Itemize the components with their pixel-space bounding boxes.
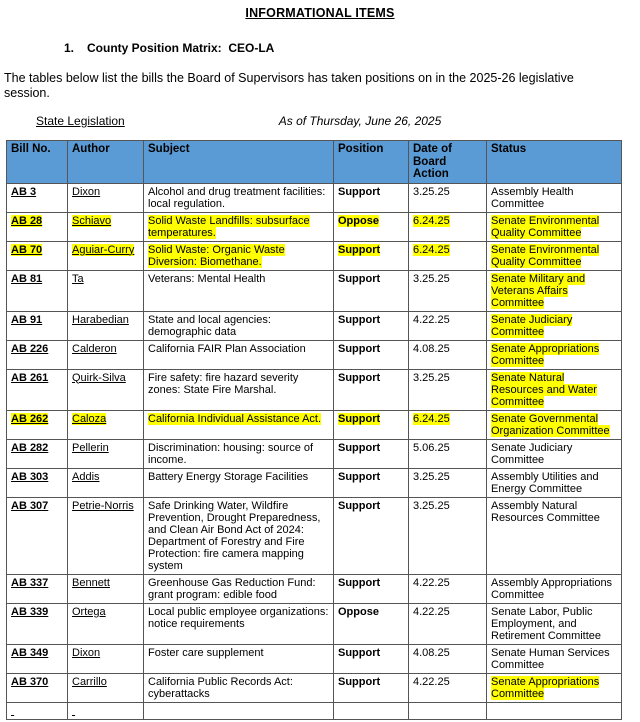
author-link[interactable]: Calderon <box>72 342 117 355</box>
table-row <box>7 644 622 673</box>
author-cell <box>68 574 144 603</box>
subject-text: California Public Records Act: cyberattacks <box>148 675 293 700</box>
page-title: INFORMATIONAL ITEMS <box>245 6 395 20</box>
bill-cell <box>7 311 68 340</box>
intro-paragraph: The tables below list the bills the Board of Supervisors has taken positions on in the 2025-26 legislative session. <box>4 71 574 100</box>
position-text: Support <box>338 646 381 659</box>
position-cell <box>334 603 409 644</box>
bill-link[interactable]: AB 3 <box>11 185 37 198</box>
position-cell <box>334 468 409 497</box>
position-cell <box>334 311 409 340</box>
date-text: 3.25.25 <box>413 371 450 384</box>
status-cell <box>487 340 622 369</box>
date-text: 4.08.25 <box>413 646 450 659</box>
bill-cell <box>7 340 68 369</box>
bill-cell <box>7 439 68 468</box>
as-of-date: As of Thursday, June 26, 2025 <box>278 114 442 128</box>
bill-link <box>11 705 14 717</box>
bill-link[interactable]: AB 337 <box>11 576 49 589</box>
date-cell <box>409 311 487 340</box>
position-text: Support <box>338 499 381 512</box>
status-cell <box>487 603 622 644</box>
col-header-date <box>409 141 487 184</box>
bill-link[interactable]: AB 226 <box>11 342 49 355</box>
table-body <box>7 183 622 719</box>
status-cell <box>487 574 622 603</box>
subject-text: Foster care supplement <box>148 646 264 659</box>
position-cell <box>334 183 409 212</box>
position-cell <box>334 340 409 369</box>
date-cell <box>409 340 487 369</box>
bill-cell <box>7 673 68 702</box>
author-link[interactable]: Dixon <box>72 185 101 198</box>
status-text: Senate Labor, Public Employment, and Retirement Committee <box>491 605 602 642</box>
bill-cell <box>7 270 68 311</box>
position-text: Support <box>338 272 381 285</box>
date-text: 3.25.25 <box>413 185 450 198</box>
col-header-date-label: Date of Board Action <box>413 143 452 180</box>
position-cell <box>334 410 409 439</box>
item-number: 1. <box>64 41 75 55</box>
status-text: Senate Environmental Quality Committee <box>491 214 600 239</box>
status-cell <box>487 212 622 241</box>
table-row <box>7 468 622 497</box>
bill-cell <box>7 241 68 270</box>
date-text: 4.22.25 <box>413 675 450 688</box>
status-text: Assembly Appropriations Committee <box>491 576 613 601</box>
subject-cell <box>144 241 334 270</box>
status-text: Assembly Health Committee <box>491 185 574 210</box>
table-header <box>7 141 622 184</box>
status-cell <box>487 702 622 719</box>
subject-cell <box>144 644 334 673</box>
date-cell <box>409 702 487 719</box>
col-header-position <box>334 141 409 184</box>
position-text: Support <box>338 313 381 326</box>
date-text: 4.08.25 <box>413 342 450 355</box>
author-cell <box>68 241 144 270</box>
subject-cell <box>144 369 334 410</box>
subject-text: State and local agencies: demographic data <box>148 313 271 338</box>
table-row <box>7 270 622 311</box>
header-row <box>7 141 622 184</box>
date-cell <box>409 212 487 241</box>
author-link[interactable]: Pellerin <box>72 441 109 454</box>
position-cell <box>334 439 409 468</box>
subject-cell <box>144 673 334 702</box>
date-text: 6.24.25 <box>413 412 450 425</box>
status-text: Senate Natural Resources and Water Committee <box>491 371 597 408</box>
subject-text: Battery Energy Storage Facilities <box>148 470 309 483</box>
author-cell <box>68 644 144 673</box>
author-link <box>72 705 75 717</box>
table-row <box>7 410 622 439</box>
author-link[interactable]: Addis <box>72 470 100 483</box>
subject-text: Solid Waste Landfills: subsurface temperatures. <box>148 214 310 239</box>
legislation-line <box>0 114 640 128</box>
author-link[interactable]: Caloza <box>72 412 107 425</box>
date-text: 4.22.25 <box>413 313 450 326</box>
status-text <box>491 705 494 717</box>
status-cell <box>487 311 622 340</box>
subject-text: Greenhouse Gas Reduction Fund: grant program: edible food <box>148 576 316 601</box>
bill-cell <box>7 702 68 719</box>
date-cell <box>409 183 487 212</box>
bill-cell <box>7 497 68 574</box>
position-text: Support <box>338 412 381 425</box>
date-cell <box>409 603 487 644</box>
status-cell <box>487 497 622 574</box>
author-cell <box>68 212 144 241</box>
status-cell <box>487 410 622 439</box>
author-cell <box>68 702 144 719</box>
col-header-subject-label: Subject <box>148 143 190 155</box>
status-cell <box>487 439 622 468</box>
bill-link[interactable]: AB 262 <box>11 412 49 425</box>
date-cell <box>409 439 487 468</box>
date-cell <box>409 497 487 574</box>
bill-link[interactable]: AB 349 <box>11 646 49 659</box>
date-cell <box>409 468 487 497</box>
table-row <box>7 603 622 644</box>
date-cell <box>409 241 487 270</box>
bill-cell <box>7 183 68 212</box>
table-row <box>7 340 622 369</box>
col-header-subject <box>144 141 334 184</box>
position-text: Support <box>338 470 381 483</box>
date-text: 6.24.25 <box>413 243 450 256</box>
author-cell <box>68 410 144 439</box>
author-cell <box>68 369 144 410</box>
subject-cell <box>144 497 334 574</box>
col-header-position-label: Position <box>338 143 384 155</box>
status-text: Senate Judiciary Committee <box>491 313 573 338</box>
position-cell <box>334 644 409 673</box>
author-link[interactable]: Bennett <box>72 576 110 589</box>
date-cell <box>409 644 487 673</box>
bill-link[interactable]: AB 370 <box>11 675 49 688</box>
author-link[interactable]: Carrillo <box>72 675 107 688</box>
bill-cell <box>7 212 68 241</box>
status-text: Senate Military and Veterans Affairs Committee <box>491 272 586 309</box>
bill-link[interactable]: AB 28 <box>11 214 43 227</box>
subject-cell <box>144 270 334 311</box>
author-link[interactable]: Schiavo <box>72 214 112 227</box>
author-link[interactable]: Ortega <box>72 605 106 618</box>
bill-link[interactable]: AB 307 <box>11 499 49 512</box>
status-cell <box>487 644 622 673</box>
subject-cell <box>144 702 334 719</box>
col-header-bill-no-label: Bill No. <box>11 143 51 155</box>
date-cell <box>409 410 487 439</box>
subject-text: California FAIR Plan Association <box>148 342 306 355</box>
subject-text: Discrimination: housing: source of income. <box>148 441 314 466</box>
status-cell <box>487 673 622 702</box>
bill-cell <box>7 644 68 673</box>
author-link[interactable]: Quirk-Silva <box>72 371 126 384</box>
subject-cell <box>144 574 334 603</box>
position-text: Support <box>338 342 381 355</box>
bill-cell <box>7 603 68 644</box>
author-link[interactable]: Harabedian <box>72 313 129 326</box>
author-cell <box>68 270 144 311</box>
table-row <box>7 212 622 241</box>
subject-text: Local public employee organizations: notice requirements <box>148 605 329 630</box>
status-cell <box>487 241 622 270</box>
position-cell <box>334 369 409 410</box>
subject-cell <box>144 212 334 241</box>
subject-cell <box>144 468 334 497</box>
author-cell <box>68 603 144 644</box>
author-link[interactable]: Ta <box>72 272 84 285</box>
subject-cell <box>144 183 334 212</box>
table-row <box>7 439 622 468</box>
bill-cell <box>7 410 68 439</box>
item-line <box>64 41 640 55</box>
date-text: 4.22.25 <box>413 576 450 589</box>
document-page <box>0 6 640 722</box>
subject-text: Solid Waste: Organic Waste Diversion: Biomethane. <box>148 243 285 268</box>
position-text: Support <box>338 576 381 589</box>
author-cell <box>68 673 144 702</box>
section-label: State Legislation <box>36 114 125 128</box>
subject-text: Safe Drinking Water, Wildfire Prevention, Drought Preparedness, and Clean Air Bond Act of 2024: Department of Forestry and Fire Protection: fire camera mapping system <box>148 499 321 572</box>
position-cell <box>334 212 409 241</box>
subject-cell <box>144 311 334 340</box>
position-cell <box>334 574 409 603</box>
author-cell <box>68 468 144 497</box>
position-cell <box>334 702 409 719</box>
col-header-author <box>68 141 144 184</box>
date-cell <box>409 673 487 702</box>
date-text: 3.25.25 <box>413 499 450 512</box>
date-text <box>413 705 416 717</box>
bill-cell <box>7 468 68 497</box>
date-cell <box>409 369 487 410</box>
status-cell <box>487 369 622 410</box>
bill-link[interactable]: AB 81 <box>11 272 43 285</box>
status-text: Senate Judiciary Committee <box>491 441 573 466</box>
subject-text: California Individual Assistance Act. <box>148 412 322 425</box>
date-text: 3.25.25 <box>413 470 450 483</box>
position-cell <box>334 270 409 311</box>
date-text: 4.22.25 <box>413 605 450 618</box>
col-header-author-label: Author <box>72 143 110 155</box>
author-link[interactable]: Petrie-Norris <box>72 499 134 512</box>
table-row <box>7 369 622 410</box>
status-text: Assembly Utilities and Energy Committee <box>491 470 599 495</box>
col-header-status-label: Status <box>491 143 527 155</box>
bill-cell <box>7 369 68 410</box>
author-link[interactable]: Aguiar-Curry <box>72 243 135 256</box>
author-cell <box>68 497 144 574</box>
subject-text: Veterans: Mental Health <box>148 272 266 285</box>
table-row <box>7 497 622 574</box>
date-text: 3.25.25 <box>413 272 450 285</box>
date-text: 6.24.25 <box>413 214 450 227</box>
position-text: Support <box>338 371 381 384</box>
position-text <box>338 705 341 717</box>
item-title: County Position Matrix: CEO-LA <box>87 41 275 55</box>
subject-cell <box>144 439 334 468</box>
bill-cell <box>7 574 68 603</box>
subject-text <box>148 705 151 717</box>
bill-link[interactable]: AB 303 <box>11 470 49 483</box>
author-cell <box>68 439 144 468</box>
position-cell <box>334 673 409 702</box>
position-text: Support <box>338 441 381 454</box>
date-text: 5.06.25 <box>413 441 450 454</box>
status-cell <box>487 183 622 212</box>
status-cell <box>487 468 622 497</box>
table-row-partial <box>7 702 622 719</box>
status-cell <box>487 270 622 311</box>
date-cell <box>409 574 487 603</box>
date-cell <box>409 270 487 311</box>
table-row <box>7 673 622 702</box>
status-text: Senate Environmental Quality Committee <box>491 243 600 268</box>
bill-link[interactable]: AB 339 <box>11 605 49 618</box>
position-text: Support <box>338 185 381 198</box>
status-text: Senate Governmental Organization Committee <box>491 412 610 437</box>
position-text: Support <box>338 243 381 256</box>
col-header-status <box>487 141 622 184</box>
table-row <box>7 183 622 212</box>
status-text: Senate Appropriations Committee <box>491 675 600 700</box>
col-header-bill-no <box>7 141 68 184</box>
subject-text: Alcohol and drug treatment facilities: local regulation. <box>148 185 326 210</box>
status-text: Assembly Natural Resources Committee <box>491 499 600 524</box>
author-link[interactable]: Dixon <box>72 646 101 659</box>
bill-link[interactable]: AB 261 <box>11 371 49 384</box>
author-cell <box>68 183 144 212</box>
bill-link[interactable]: AB 91 <box>11 313 43 326</box>
author-cell <box>68 311 144 340</box>
status-text: Senate Appropriations Committee <box>491 342 600 367</box>
bill-link[interactable]: AB 70 <box>11 243 43 256</box>
bill-link[interactable]: AB 282 <box>11 441 49 454</box>
status-text: Senate Human Services Committee <box>491 646 610 671</box>
position-text: Support <box>338 675 381 688</box>
position-text: Oppose <box>338 605 379 618</box>
subject-cell <box>144 410 334 439</box>
position-cell <box>334 241 409 270</box>
subject-cell <box>144 603 334 644</box>
table-row <box>7 574 622 603</box>
position-text: Oppose <box>338 214 379 227</box>
positions-table <box>6 140 622 720</box>
position-cell <box>334 497 409 574</box>
subject-text: Fire safety: fire hazard severity zones: State Fire Marshal. <box>148 371 299 396</box>
table-row <box>7 311 622 340</box>
author-cell <box>68 340 144 369</box>
subject-cell <box>144 340 334 369</box>
table-row <box>7 241 622 270</box>
